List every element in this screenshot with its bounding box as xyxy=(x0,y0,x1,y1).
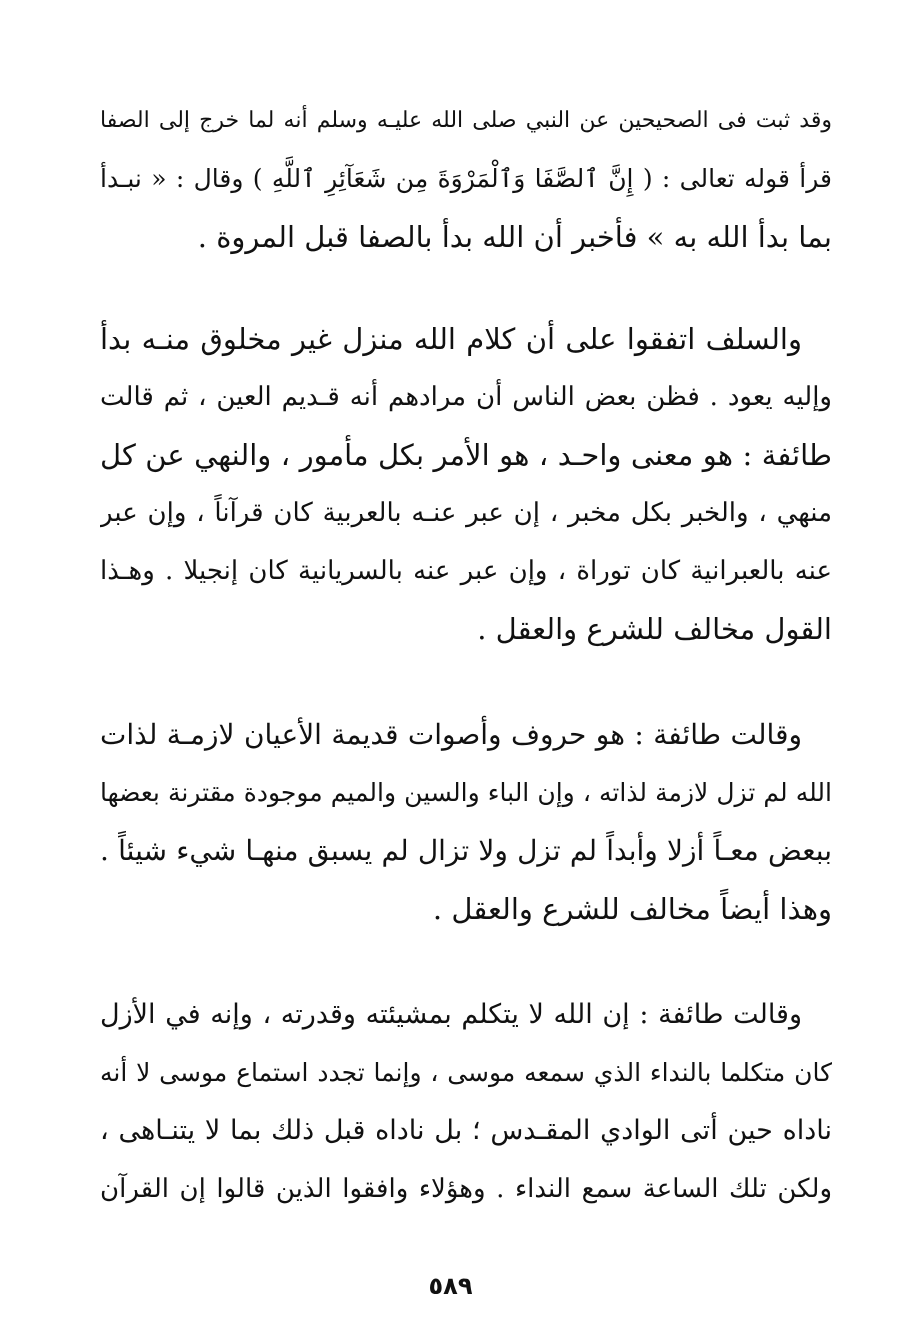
text-line: وقالت طائفة : إن الله لا يتكلم بمشيئته وقدرته ، وإنه في الأزل xyxy=(100,999,802,1030)
text-line: وقالت طائفة : هو حروف وأصوات قديمة الأعيان لازمـة لذات xyxy=(100,718,802,751)
text-line: الله لم تزل لازمة لذاته ، وإن الباء والسين والميم موجودة مقترنة بعضها xyxy=(100,778,832,807)
text-line: والسلف اتفقوا على أن كلام الله منزل غير مخلوق منـه بدأ xyxy=(100,322,802,356)
paragraph-2 xyxy=(100,310,832,658)
text-line: منهي ، والخبر بكل مخبر ، إن عبر عنـه بالعربية كان قرآناً ، وإن عبر xyxy=(100,498,832,528)
text-line: ولكن تلك الساعة سمع النداء . وهؤلاء وافقوا الذين قالوا إن القرآن xyxy=(100,1174,832,1204)
text-line: وقد ثبت فى الصحيحين عن النبي صلى الله عليـه وسلم أنه لما خرج إلى الصفا xyxy=(100,108,832,133)
text-line: وهذا أيضاً مخالف للشرع والعقل . xyxy=(432,892,832,926)
text-line: ببعض معـاً أزلا وأبداً لم تزل ولا تزال لم يسبق منهـا شيء شيئاً . xyxy=(100,834,832,867)
text-line: وإليه يعود . فظن بعض الناس أن مرادهم أنه قـديم العين ، ثم قالت xyxy=(100,382,832,412)
paragraph-1 xyxy=(100,92,832,266)
text-line: كان متكلما بالنداء الذي سمعه موسى ، وإنما تجدد استماع موسى لا أنه xyxy=(100,1058,832,1087)
text-line: القول مخالف للشرع والعقل . xyxy=(477,612,832,646)
text-line: طائفة : هو معنى واحـد ، هو الأمر بكل مأمور ، والنهي عن كل xyxy=(100,438,832,472)
paragraph-4 xyxy=(100,986,832,1218)
text-line: ناداه حين أتى الوادي المقـدس ؛ بل ناداه قبل ذلك بما لا يتنـاهى ، xyxy=(100,1115,832,1146)
paragraph-3 xyxy=(100,706,832,938)
page-number: ٥٨٩ xyxy=(428,1272,473,1300)
page-body xyxy=(100,92,832,1218)
text-line: قرأ قوله تعالى : ( إِنَّ ٱلصَّفَا وَٱلْمَرْوَةَ مِن شَعَآئِرِ ٱللَّهِ ) وقال : « نبـدأ xyxy=(100,164,832,193)
text-line: بما بدأ الله به » فأخبر أن الله بدأ بالصفا قبل المروة . xyxy=(197,220,832,254)
text-line: عنه بالعبرانية كان توراة ، وإن عبر عنه بالسريانية كان إنجيلا . وهـذا xyxy=(100,556,832,586)
